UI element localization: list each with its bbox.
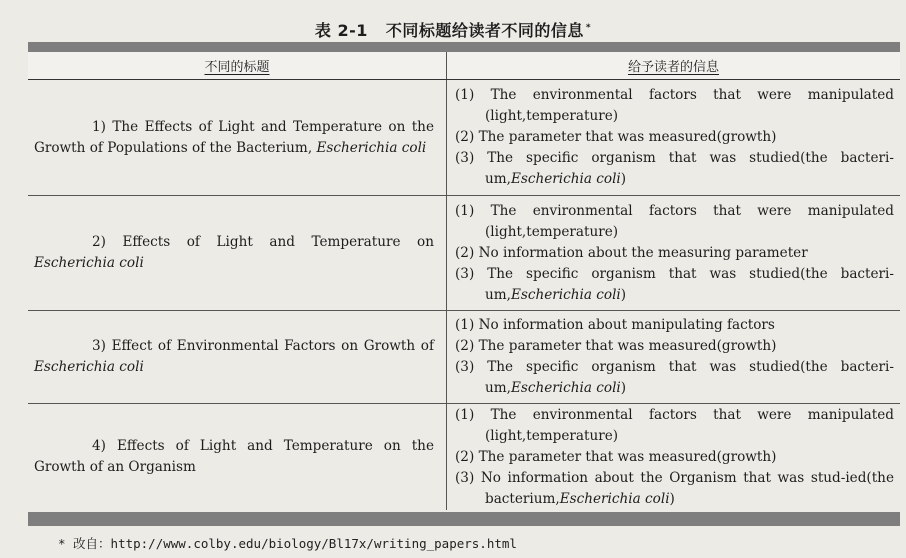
title-cell xyxy=(28,80,447,196)
header-info: 给予读者的信息 xyxy=(447,52,901,80)
table-caption xyxy=(0,18,906,41)
title-text xyxy=(34,336,434,378)
table-top-rule xyxy=(28,42,900,52)
footnote: * 改自：http://www.colby.edu/biology/Bl17x/writing_papers.html xyxy=(58,536,517,551)
header-titles: 不同的标题 xyxy=(28,52,447,80)
table-number: 表 2-1 xyxy=(314,21,368,40)
info-item: (2) The parameter that was measured(growth) xyxy=(455,448,777,465)
footnote-marker: * xyxy=(585,22,592,33)
info-item: (1) The environmental factors that were manipulated (light,temperature) xyxy=(455,87,894,124)
title-text xyxy=(34,232,434,274)
info-cell xyxy=(447,404,901,511)
table-row xyxy=(28,80,900,196)
table-row xyxy=(28,311,900,404)
info-item: (1) No information about manipulating factors xyxy=(455,317,775,333)
info-item: (3) The specific organism that was studied(the bacteri-um,Escherichia coli) xyxy=(455,265,894,303)
title-text-main: 1) The Effects of Light and Temperature on the Growth of Populations of the Bacterium, xyxy=(34,118,434,156)
title-text-main: 3) Effect of Environmental Factors on Growth of xyxy=(92,338,434,354)
title-text-main: 2) Effects of Light and Temperature on xyxy=(92,234,434,250)
title-text-main: 4) Effects of Light and Temperature on the Growth of an Organism xyxy=(34,438,434,475)
title-text-italic: Escherichia coli xyxy=(34,255,144,271)
info-item: (2) No information about the measuring parameter xyxy=(455,244,808,261)
info-cell xyxy=(447,311,901,404)
title-text xyxy=(34,436,434,478)
info-item: (2) The parameter that was measured(growth) xyxy=(455,129,777,145)
title-cell xyxy=(28,404,447,511)
table-bottom-rule xyxy=(28,512,900,526)
info-item: (3) The specific organism that was studied(the bacteri-um,Escherichia coli) xyxy=(455,150,894,187)
title-text-italic: Escherichia coli xyxy=(316,139,427,156)
table-title: 不同标题给读者不同的信息 xyxy=(385,21,584,40)
table-row xyxy=(28,404,900,511)
titles-info-table xyxy=(28,52,900,510)
title-text-italic: Escherichia coli xyxy=(34,359,144,375)
info-item: (1) The environmental factors that were manipulated (light,temperature) xyxy=(455,406,894,444)
title-text xyxy=(34,117,434,159)
info-item: (3) No information about the Organism that was stud-ied(the bacterium,Escherichia coli) xyxy=(455,469,894,507)
table-row xyxy=(28,196,900,311)
title-cell xyxy=(28,311,447,404)
info-cell xyxy=(447,80,901,196)
title-cell xyxy=(28,196,447,311)
info-item: (3) The specific organism that was studied(the bacteri-um,Escherichia coli) xyxy=(455,359,894,396)
info-cell xyxy=(447,196,901,311)
info-item: (2) The parameter that was measured(growth) xyxy=(455,338,777,354)
info-item: (1) The environmental factors that were manipulated (light,temperature) xyxy=(455,202,894,240)
table-header-row xyxy=(28,52,900,80)
